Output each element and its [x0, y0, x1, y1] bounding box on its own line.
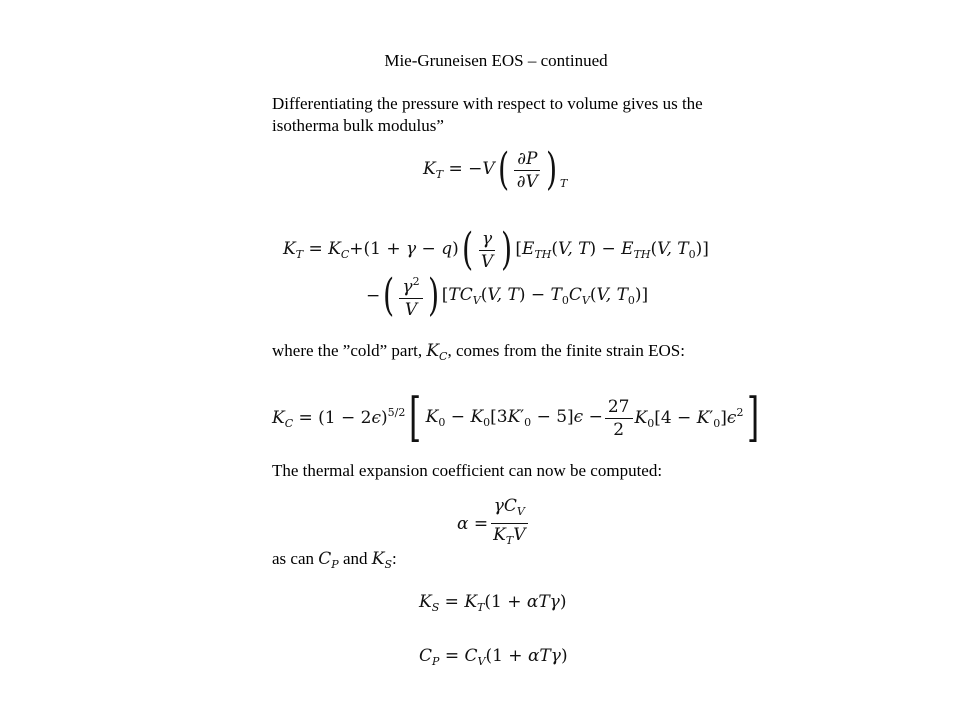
ascan-prefix: as can: [272, 549, 319, 568]
kc-inline-symbol: $K_C$: [426, 341, 448, 363]
intro-line-1: Differentiating the pressure with respect to volume gives us the: [272, 94, 703, 113]
slide-title: Mie-Gruneisen EOS – continued: [384, 51, 608, 70]
as-can-sentence: [272, 548, 397, 576]
equation-cp: $C_P = C_V(1 + \alpha T\gamma)$: [419, 646, 568, 668]
cold-part-sentence: [272, 340, 685, 368]
equation-alpha: α = $\frac{\gamma C_V}{K_TV}$: [457, 496, 530, 551]
equation-kc: $K_C = (1 - 2\epsilon)^{5/2}$ [ $K_0 - K_0[3K'_0 - 5]\epsilon$ − $\frac{27}{2}$ $K_0[4 - K'_0]\epsilon^2$ ]: [272, 388, 760, 448]
ascan-suffix: :: [391, 549, 397, 568]
equation-kt-full-line-1: $K_T = K_C+(1 + \gamma - q)$ ( $\frac{\gamma}{V}$ ) [$E_{TH}(V$, $T) - E_{TH}(V$, $T_0$)]: [283, 224, 709, 275]
cold-suffix: , comes from the finite strain EOS:: [447, 341, 685, 360]
equation-ks: $K_S = K_T(1 + \alpha T\gamma)$: [419, 592, 567, 614]
ks-inline-symbol: $K_S$: [371, 549, 392, 571]
equation-kt-definition: $K_T = -V$ ( $\frac{\partial P}{\partial V}$ ) T: [423, 144, 568, 195]
cold-prefix: where the ”cold” part,: [272, 341, 427, 360]
ascan-middle: and: [338, 549, 372, 568]
intro-line-2: isotherma bulk modulus”: [272, 116, 444, 135]
equation-kt-full-line-2: − ( $\frac{\gamma^2}{V}$ ) [$TC_V(V$, $T) - T_0C_V(V$, $T_0$)]: [366, 270, 649, 321]
thermal-expansion-sentence: The thermal expansion coefficient can now be computed:: [272, 461, 663, 480]
cp-inline-symbol: $C_P$: [318, 549, 339, 571]
